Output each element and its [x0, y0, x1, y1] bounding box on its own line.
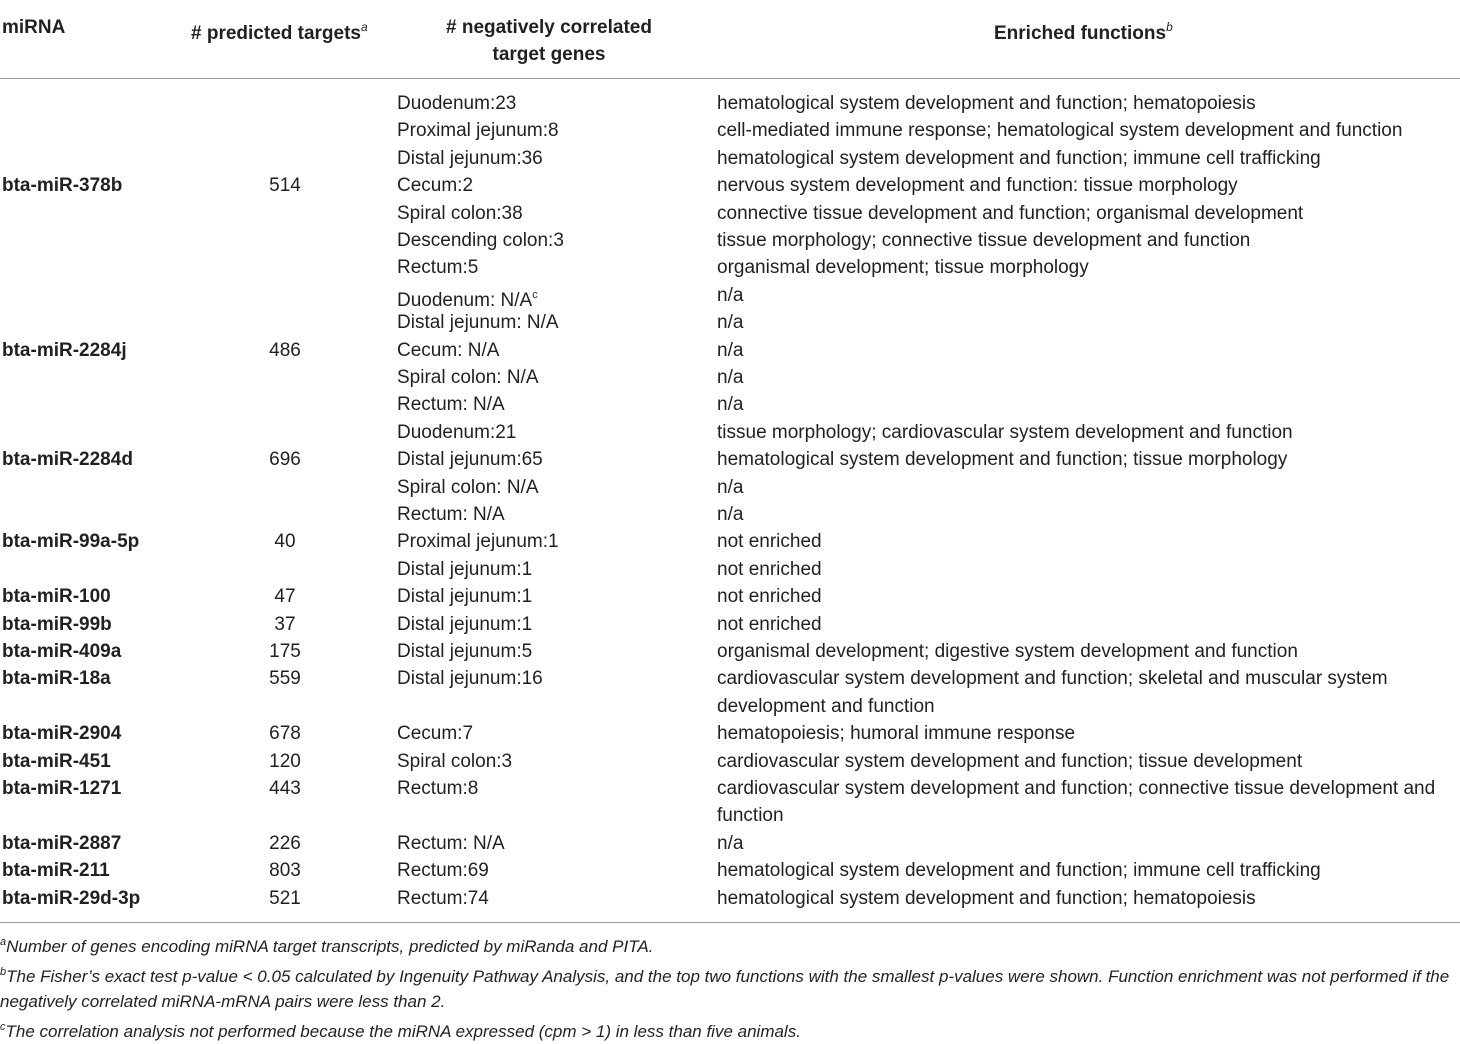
tissue-cell: Rectum: N/A: [397, 830, 505, 857]
function-cell: cardiovascular system development and function; connective tissue development and function: [717, 775, 1460, 830]
mirna-cell: bta-miR-378b: [2, 172, 122, 199]
function-cell: tissue morphology; cardiovascular system development and function: [717, 419, 1460, 446]
tissue-cell: Proximal jejunum:8: [397, 117, 559, 144]
tissue-cell: Distal jejunum:1: [397, 556, 532, 583]
table-body: [0, 79, 1460, 915]
row-line: [0, 117, 1460, 144]
row-line: [0, 337, 1460, 364]
row-line: [0, 857, 1460, 884]
row-line: [0, 474, 1460, 501]
row-line: [0, 830, 1460, 857]
tissue-cell: Rectum:8: [397, 775, 478, 802]
function-cell: cell-mediated immune response; hematological system development and function: [717, 117, 1460, 144]
row-line: [0, 90, 1460, 117]
footnote: $^a$Number of genes encoding miRNA target transcripts, predicted by miRanda and PITA.: [0, 930, 1460, 960]
header-enriched-functions: Enriched functions$^b$: [994, 14, 1173, 47]
row-line: [0, 720, 1460, 747]
predicted-targets-cell: 514: [230, 172, 340, 199]
header-negatively-correlated: # negatively correlated target genes: [424, 14, 674, 68]
function-cell: organismal development; digestive system development and function: [717, 638, 1460, 665]
mirna-cell: bta-miR-18a: [2, 665, 111, 692]
tissue-cell: Distal jejunum:1: [397, 611, 532, 638]
function-cell: n/a: [717, 501, 1460, 528]
row-line: [0, 556, 1460, 583]
mirna-cell: bta-miR-1271: [2, 775, 121, 802]
function-cell: n/a: [717, 337, 1460, 364]
tissue-cell: Distal jejunum:65: [397, 446, 543, 473]
tissue-cell: Duodenum:21: [397, 419, 516, 446]
row-line: [0, 638, 1460, 665]
mirna-cell: bta-miR-29d-3p: [2, 885, 140, 912]
predicted-targets-cell: 40: [230, 528, 340, 555]
row-line: [0, 200, 1460, 227]
bottom-rule: [0, 922, 1460, 923]
row-line: [0, 501, 1460, 528]
tissue-cell: Distal jejunum:5: [397, 638, 532, 665]
header-predicted-targets: # predicted targets$^a$: [191, 14, 368, 47]
function-cell: n/a: [717, 474, 1460, 501]
row-line: [0, 254, 1460, 281]
row-line: [0, 665, 1460, 692]
function-cell: n/a: [717, 282, 1460, 309]
tissue-cell: Rectum:5: [397, 254, 478, 281]
tissue-cell: Descending colon:3: [397, 227, 564, 254]
tissue-cell: Spiral colon: N/A: [397, 474, 539, 501]
row-line: [0, 227, 1460, 254]
row-line: [0, 282, 1460, 309]
function-cell: n/a: [717, 364, 1460, 391]
tissue-cell: Cecum:7: [397, 720, 473, 747]
tissue-cell: Spiral colon:3: [397, 748, 512, 775]
predicted-targets-cell: 120: [230, 748, 340, 775]
predicted-targets-cell: 486: [230, 337, 340, 364]
function-cell: organismal development; tissue morphology: [717, 254, 1460, 281]
mirna-cell: bta-miR-2284j: [2, 337, 127, 364]
predicted-targets-cell: 226: [230, 830, 340, 857]
tissue-cell: Rectum:69: [397, 857, 489, 884]
predicted-targets-cell: 37: [230, 611, 340, 638]
footnotes: [0, 930, 1460, 1044]
row-line: [0, 309, 1460, 336]
function-cell: hematological system development and function; tissue morphology: [717, 446, 1460, 473]
row-line: [0, 446, 1460, 473]
row-line: [0, 748, 1460, 775]
function-cell: cardiovascular system development and function; tissue development: [717, 748, 1460, 775]
tissue-cell: Rectum: N/A: [397, 501, 505, 528]
mirna-cell: bta-miR-100: [2, 583, 111, 610]
row-line: [0, 611, 1460, 638]
mirna-cell: bta-miR-99b: [2, 611, 112, 638]
tissue-cell: Distal jejunum: N/A: [397, 309, 559, 336]
predicted-targets-cell: 559: [230, 665, 340, 692]
function-cell: nervous system development and function: tissue morphology: [717, 172, 1460, 199]
mirna-cell: bta-miR-409a: [2, 638, 121, 665]
row-line: [0, 172, 1460, 199]
tissue-cell: Rectum:74: [397, 885, 489, 912]
function-cell: n/a: [717, 309, 1460, 336]
row-line: [0, 391, 1460, 418]
tissue-cell: Distal jejunum:16: [397, 665, 543, 692]
function-cell: not enriched: [717, 556, 1460, 583]
mirna-cell: bta-miR-99a-5p: [2, 528, 139, 555]
mirna-cell: bta-miR-211: [2, 857, 110, 884]
mirna-cell: bta-miR-2887: [2, 830, 121, 857]
predicted-targets-cell: 678: [230, 720, 340, 747]
predicted-targets-cell: 696: [230, 446, 340, 473]
function-cell: n/a: [717, 391, 1460, 418]
function-cell: tissue morphology; connective tissue development and function: [717, 227, 1460, 254]
predicted-targets-cell: 175: [230, 638, 340, 665]
function-cell: hematopoiesis; humoral immune response: [717, 720, 1460, 747]
tissue-cell: Cecum: N/A: [397, 337, 499, 364]
predicted-targets-cell: 521: [230, 885, 340, 912]
tissue-cell: Distal jejunum:1: [397, 583, 532, 610]
mirna-cell: bta-miR-451: [2, 748, 111, 775]
function-cell: hematological system development and function; hematopoiesis: [717, 885, 1460, 912]
function-cell: connective tissue development and function; organismal development: [717, 200, 1460, 227]
predicted-targets-cell: 443: [230, 775, 340, 802]
row-line: [0, 364, 1460, 391]
tissue-cell: Duodenum: $N/A^c$: [397, 282, 538, 314]
header-mirna: miRNA: [2, 14, 65, 41]
table-header: [0, 0, 1460, 79]
function-cell: not enriched: [717, 611, 1460, 638]
function-cell: cardiovascular system development and function; skeletal and muscular system development and function: [717, 665, 1460, 720]
tissue-cell: Cecum:2: [397, 172, 473, 199]
predicted-targets-cell: 803: [230, 857, 340, 884]
row-line: [0, 885, 1460, 912]
footnote: $^c$The correlation analysis not performed because the miRNA expressed (cpm > 1) in less than five animals.: [0, 1015, 1460, 1044]
tissue-cell: Spiral colon:38: [397, 200, 523, 227]
function-cell: not enriched: [717, 528, 1460, 555]
row-line: [0, 775, 1460, 802]
mirna-cell: bta-miR-2284d: [2, 446, 133, 473]
row-line: [0, 145, 1460, 172]
tissue-cell: Proximal jejunum:1: [397, 528, 559, 555]
tissue-cell: Rectum: N/A: [397, 391, 505, 418]
row-line: [0, 419, 1460, 446]
row-line: [0, 528, 1460, 555]
predicted-targets-cell: 47: [230, 583, 340, 610]
tissue-cell: Spiral colon: N/A: [397, 364, 539, 391]
function-cell: hematological system development and function; immune cell trafficking: [717, 145, 1460, 172]
mirna-cell: bta-miR-2904: [2, 720, 121, 747]
row-line: [0, 583, 1460, 610]
function-cell: not enriched: [717, 583, 1460, 610]
tissue-cell: Duodenum:23: [397, 90, 516, 117]
function-cell: hematological system development and function; immune cell trafficking: [717, 857, 1460, 884]
function-cell: n/a: [717, 830, 1460, 857]
footnote: $^b$The Fisher’s exact test p-value < 0.05 calculated by Ingenuity Pathway Analysis, and the top two functions with the smallest p-values were shown. Function enrichment was not performed if the negatively correlated miRNA-mRNA pairs were less than 2.: [0, 960, 1460, 1015]
function-cell: hematological system development and function; hematopoiesis: [717, 90, 1460, 117]
tissue-cell: Distal jejunum:36: [397, 145, 543, 172]
